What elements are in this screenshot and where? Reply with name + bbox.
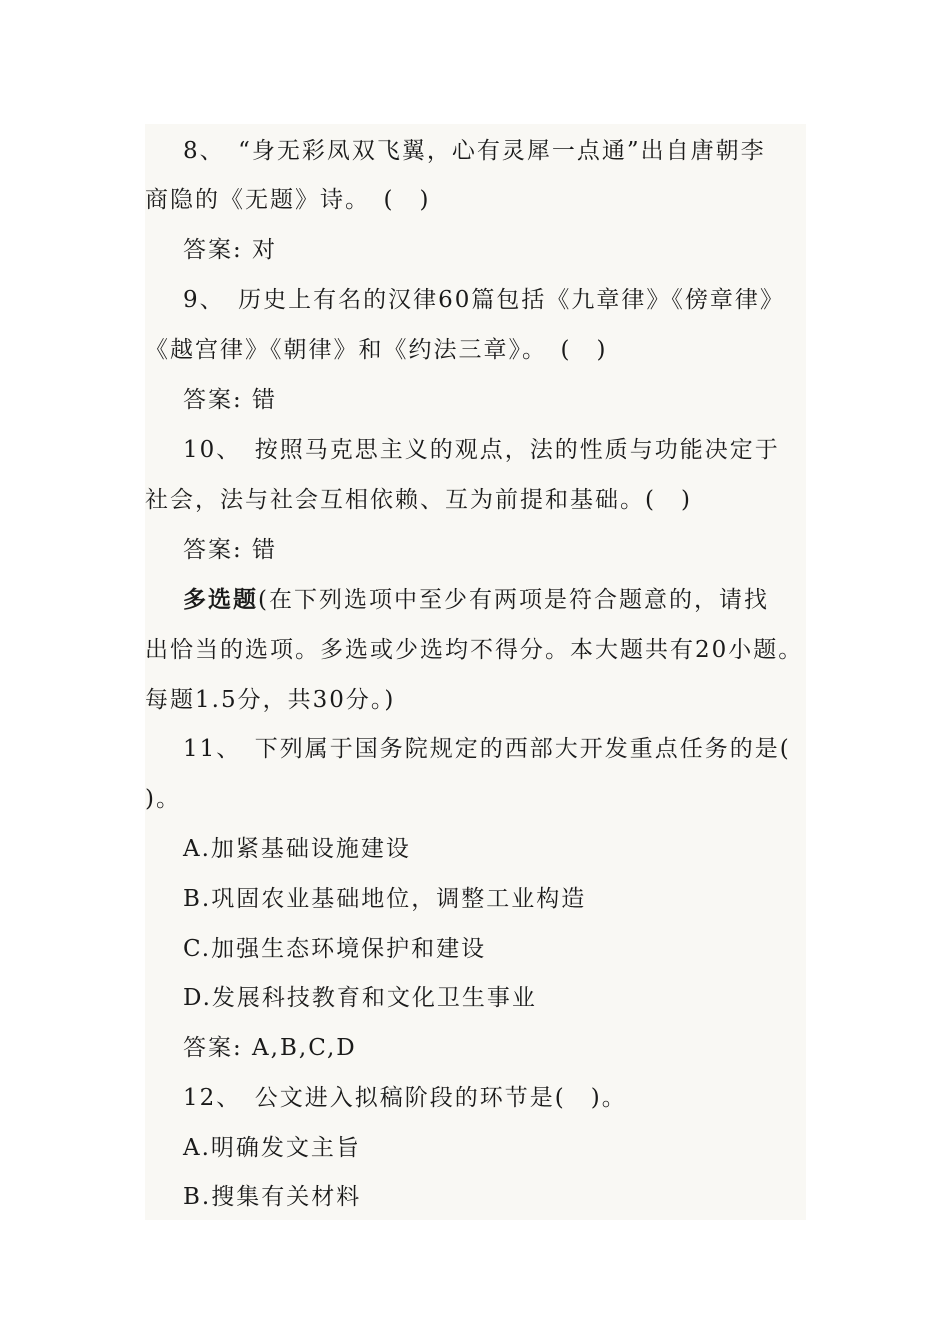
question-12-option-a: A.明确发文主旨: [183, 1135, 361, 1161]
question-9-line-1: 9、 历史上有名的汉律60篇包括《九章律》《傍章律》: [183, 287, 785, 313]
question-10-line-1: 10、 按照马克思主义的观点，法的性质与功能决定于: [183, 437, 780, 463]
question-9-line-2: 《越宫律》《朝律》和《约法三章》。 ( ): [145, 337, 608, 363]
section-instructions-line-3: 每题1.5分，共30分。): [145, 687, 396, 713]
question-10-line-2: 社会，法与社会互相依赖、互为前提和基础。( ): [145, 487, 692, 513]
question-8-answer: 答案: 对: [183, 237, 278, 263]
question-11-line-2: )。: [145, 786, 181, 812]
question-11-option-b: B.巩固农业基础地位，调整工业构造: [183, 886, 587, 912]
question-11-option-c: C.加强生态环境保护和建设: [183, 936, 487, 962]
question-9-answer: 答案: 错: [183, 387, 278, 413]
question-11-option-d: D.发展科技教育和文化卫生事业: [183, 985, 537, 1011]
question-8-line-1: 8、 “身无彩凤双飞翼，心有灵犀一点通”出自唐朝李: [183, 138, 766, 164]
question-12-option-b: B.搜集有关材料: [183, 1184, 362, 1210]
document-content: [145, 124, 806, 1220]
section-instructions-line-1: [183, 585, 769, 615]
question-12-line-1: 12、 公文进入拟稿阶段的环节是( )。: [183, 1085, 627, 1111]
section-instructions-line-2: 出恰当的选项。多选或少选均不得分。本大题共有20小题。: [145, 637, 804, 663]
question-11-line-1: 11、 下列属于国务院规定的西部大开发重点任务的是(: [183, 736, 791, 762]
question-10-answer: 答案: 错: [183, 537, 278, 563]
question-11-option-a: A.加紧基础设施建设: [183, 836, 411, 862]
question-11-answer: 答案: A,B,C,D: [183, 1035, 357, 1061]
section-heading-multiple-choice: 多选题: [183, 586, 258, 613]
section-instructions-text: (在下列选项中至少有两项是符合题意的，请找: [258, 587, 769, 613]
question-8-line-2: 商隐的《无题》诗。 ( ): [145, 187, 431, 213]
